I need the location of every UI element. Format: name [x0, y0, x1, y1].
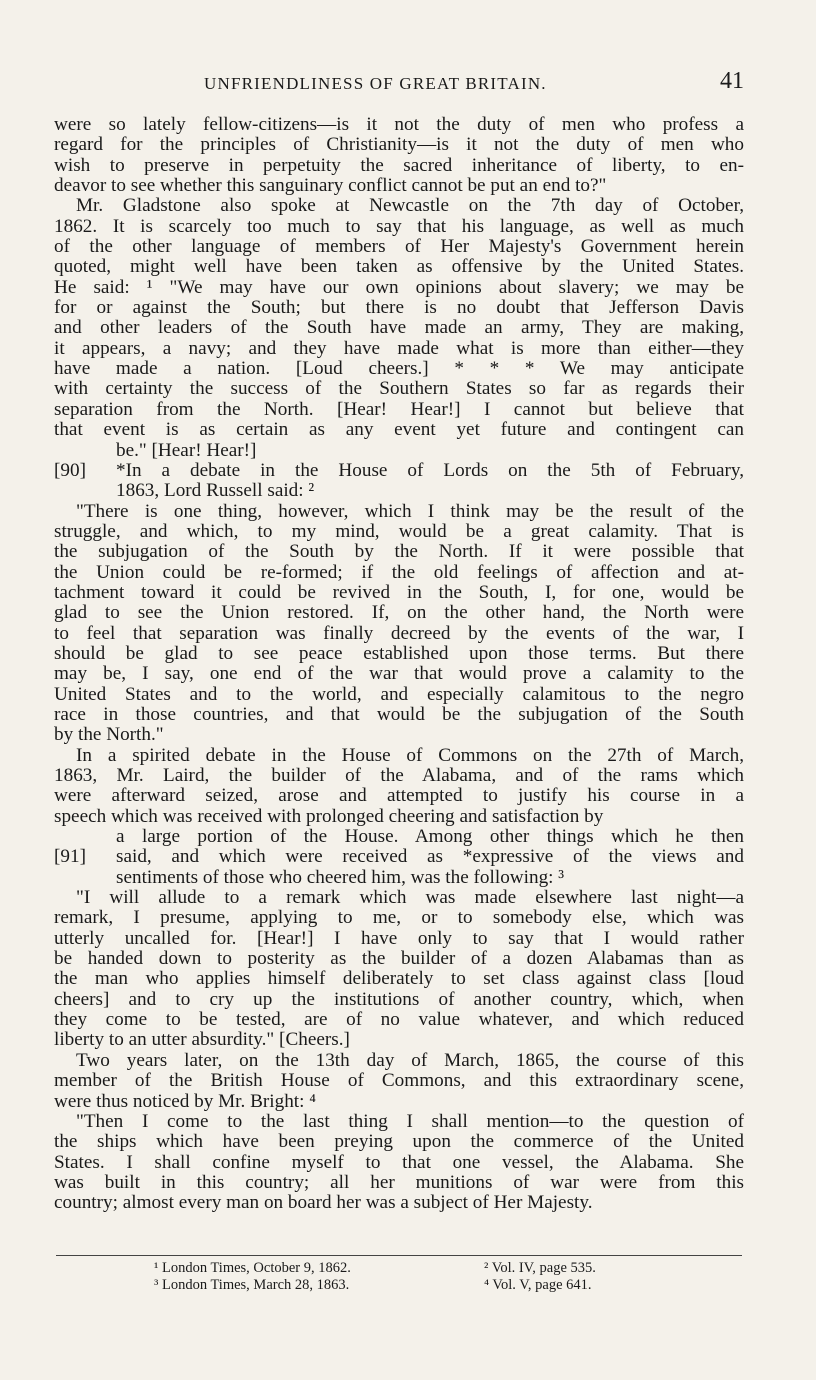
- text-line: of the other language of members of Her Majesty's Government herein: [54, 236, 744, 258]
- footnote-rule: [56, 1255, 742, 1256]
- text-line: Two years later, on the 13th day of March, 1865, the course of this: [76, 1049, 744, 1071]
- text-line: regard for the principles of Christianity—is it not the duty of men who: [54, 134, 744, 156]
- text-line: separation from the North. [Hear! Hear!] I cannot but believe that: [54, 398, 744, 420]
- text-line: "I will allude to a remark which was made elsewhere last night—a: [76, 887, 744, 909]
- text-line: *In a debate in the House of Lords on the 5th of February, [90]: [54, 459, 744, 481]
- text-line: may be, I say, one end of the war that would prove a calamity to the: [54, 663, 744, 685]
- text-line: the Union could be re-formed; if the old feelings of affection and at-: [54, 561, 744, 583]
- footnote: ² Vol. IV, page 535.: [484, 1260, 596, 1276]
- text-line: glad to see the Union restored. If, on the other hand, the North were: [54, 602, 744, 624]
- text-line: member of the British House of Commons, and this extraordinary scene,: [54, 1070, 744, 1092]
- text-line: by the North.": [54, 724, 164, 746]
- footnote: ⁴ Vol. V, page 641.: [484, 1277, 592, 1293]
- text-line: the subjugation of the South by the North. If it were possible that: [54, 541, 744, 563]
- text-line: that event is as certain as any event yet future and contingent can: [54, 419, 744, 441]
- text-line: struggle, and which, to my mind, would be a great calamity. That is: [54, 520, 744, 542]
- text-line: quoted, might well have been taken as offensive by the United States.: [54, 256, 744, 278]
- page-header: [54, 70, 744, 100]
- text-line: wish to preserve in perpetuity the sacred inheritance of liberty, to en-: [54, 154, 744, 176]
- text-line: tachment toward it could be revived in the South, I, for one, would be: [54, 581, 744, 603]
- text-line: it appears, a navy; and they have made what is more than either—they: [54, 337, 744, 359]
- text-line: for or against the South; but there is no doubt that Jefferson Davis: [54, 297, 744, 319]
- text-line: Mr. Gladstone also spoke at Newcastle on the 7th day of October,: [76, 195, 744, 217]
- text-line: He said: ¹ "We may have our own opinions about slavery; we may be: [54, 276, 744, 298]
- text-line: States. I shall confine myself to that one vessel, the Alabama. She: [54, 1151, 744, 1173]
- text-line: were afterward seized, arose and attempted to justify his course in a: [54, 785, 744, 807]
- paragraph: [54, 1112, 744, 1214]
- text-line: the ships which have been preying upon the commerce of the United: [54, 1131, 744, 1153]
- paragraph: [54, 196, 744, 460]
- footnote: ³ London Times, March 28, 1863.: [154, 1277, 350, 1293]
- text-line: country; almost every man on board her was a subject of Her Majesty.: [54, 1192, 593, 1214]
- text-line: utterly uncalled for. [Hear!] I have only to say that I would rather: [54, 927, 744, 949]
- text-line: be." [Hear! Hear!]: [116, 439, 257, 461]
- text-line: with certainty the success of the Southern States so far as regards their: [54, 378, 744, 400]
- text-line: have made a nation. [Loud cheers.] * * * We may anticipate: [54, 358, 744, 380]
- text-line: 1862. It is scarcely too much to say that his language, as well as much: [54, 215, 744, 237]
- paragraph: [54, 461, 744, 502]
- text-line: "There is one thing, however, which I think may be the result of the: [76, 500, 744, 522]
- paragraph: [54, 115, 744, 196]
- running-head: UNFRIENDLINESS OF GREAT BRITAIN.: [204, 74, 547, 93]
- text-line: be handed down to posterity as the builder of a dozen Alabamas than as: [54, 948, 744, 970]
- text-line: should be glad to see peace established upon those terms. But there: [54, 642, 744, 664]
- footnote-row: [154, 1277, 714, 1294]
- body-text: [54, 115, 744, 1214]
- text-line: In a spirited debate in the House of Commons on the 27th of March,: [76, 744, 744, 766]
- footnote: ¹ London Times, October 9, 1862.: [154, 1260, 351, 1276]
- text-line: 1863, Lord Russell said: ²: [116, 480, 315, 502]
- text-line: liberty to an utter absurdity." [Cheers.]: [54, 1029, 350, 1051]
- text-line: cheers] and to cry up the institutions of another country, which, when: [54, 988, 744, 1010]
- page-number: 41: [720, 68, 744, 94]
- text-line: 1863, Mr. Laird, the builder of the Alabama, and of the rams which: [54, 765, 744, 786]
- footnote-row: [154, 1260, 714, 1277]
- text-line: sentiments of those who cheered him, was the following: ³: [116, 866, 565, 888]
- text-line: were so lately fellow-citizens—is it not the duty of men who profess a: [54, 114, 744, 135]
- paragraph: [54, 1051, 744, 1112]
- text-line: was built in this country; all her munitions of war were from this: [54, 1171, 744, 1193]
- text-line: United States and to the world, and especially calamitous to the negro: [54, 683, 744, 705]
- margin-page-ref: [90]: [54, 459, 86, 481]
- text-line: the man who applies himself deliberately to set class against class [loud: [54, 968, 744, 990]
- text-line: speech which was received with prolonged cheering and satisfaction by: [54, 805, 604, 827]
- text-line: race in those countries, and that would be the subjugation of the South: [54, 703, 744, 725]
- paragraph: [54, 502, 744, 746]
- text-line: remark, I presume, applying to me, or to somebody else, which was: [54, 907, 744, 929]
- text-line: and other leaders of the South have made an army, They are making,: [54, 317, 744, 339]
- paragraph: [54, 746, 744, 827]
- text-line: to feel that separation was finally decreed by the events of the war, I: [54, 622, 744, 644]
- text-line: were thus noticed by Mr. Bright: ⁴: [54, 1090, 316, 1112]
- margin-page-ref: [91]: [54, 846, 86, 868]
- paragraph: [54, 888, 744, 1051]
- text-line: a large portion of the House. Among other things which he then: [116, 826, 744, 848]
- paragraph: [54, 827, 744, 888]
- text-line: "Then I come to the last thing I shall mention—to the question of: [76, 1110, 744, 1132]
- text-line: they come to be tested, are of no value whatever, and which reduced: [54, 1009, 744, 1031]
- text-line: said, and which were received as *expressive of the views and [91]: [54, 846, 744, 868]
- footnotes: [154, 1260, 714, 1294]
- text-line: deavor to see whether this sanguinary conflict cannot be put an end to?": [54, 175, 607, 197]
